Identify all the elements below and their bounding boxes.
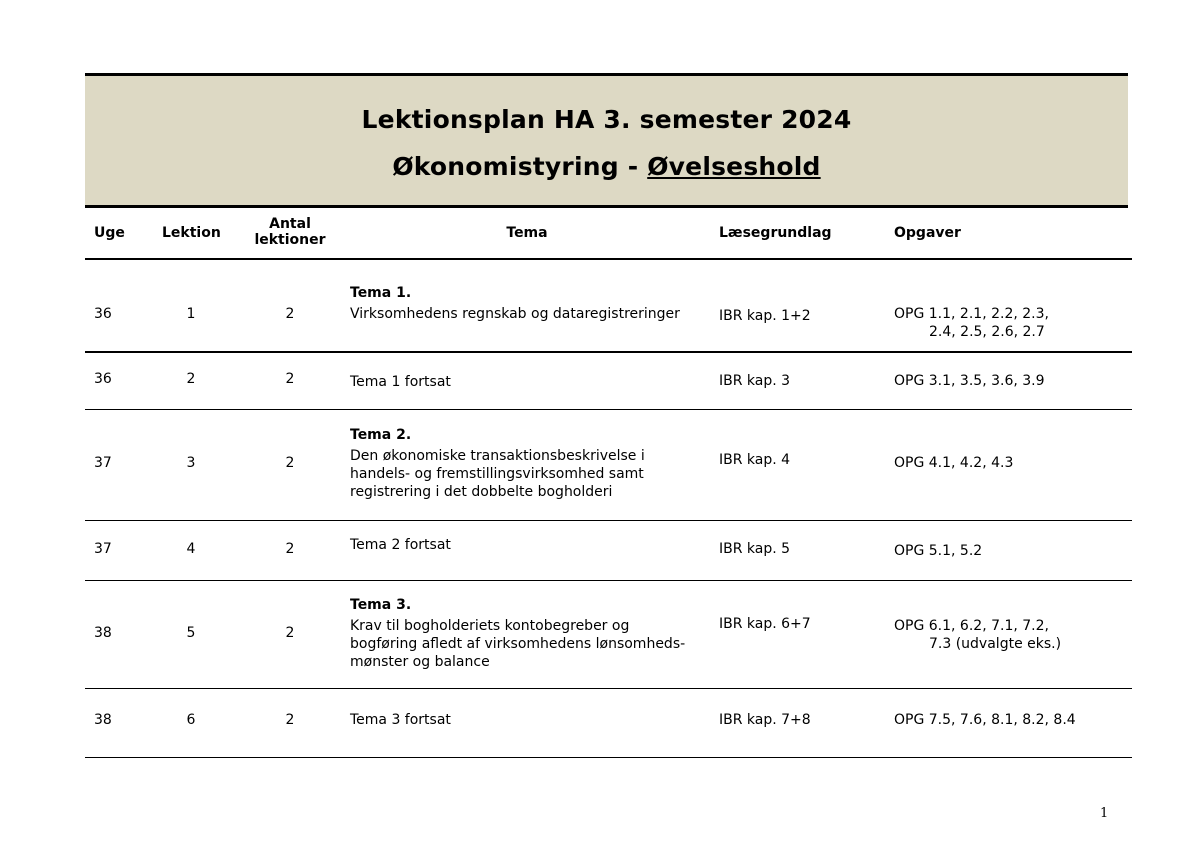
cell-uge: 38 — [94, 625, 112, 641]
cell-antal: 2 — [285, 712, 295, 728]
cell-tema-line: Tema 2 fortsat — [350, 537, 451, 553]
row-divider — [85, 688, 1132, 689]
cell-laesegrundlag: IBR kap. 4 — [719, 452, 791, 468]
row-divider — [85, 520, 1132, 521]
cell-tema-head: Tema 3. — [350, 597, 412, 613]
col-header-antal-line2: lektioner — [254, 232, 326, 248]
cell-opgaver-line: OPG 7.5, 7.6, 8.1, 8.2, 8.4 — [894, 712, 1076, 728]
col-header-laesegrundlag: Læsegrundlag — [719, 225, 832, 241]
cell-laesegrundlag: IBR kap. 5 — [719, 541, 791, 557]
cell-lektion: 3 — [186, 455, 196, 471]
cell-tema-line: Tema 1 fortsat — [350, 374, 451, 390]
cell-tema-line: handels- og fremstillingsvirksomhed samt — [350, 466, 644, 482]
table-bottom-border — [85, 757, 1132, 758]
cell-antal: 2 — [285, 455, 295, 471]
cell-tema-line: Krav til bogholderiets kontobegreber og — [350, 618, 630, 634]
cell-antal: 2 — [285, 371, 295, 387]
col-header-antal-line1: Antal — [269, 216, 311, 232]
col-header-uge: Uge — [94, 225, 125, 241]
cell-tema-head: Tema 1. — [350, 285, 412, 301]
cell-opgaver-line: 2.4, 2.5, 2.6, 2.7 — [929, 324, 1045, 340]
cell-tema-line: Virksomhedens regnskab og dataregistreringer — [350, 306, 680, 322]
cell-opgaver-line: OPG 3.1, 3.5, 3.6, 3.9 — [894, 373, 1045, 389]
cell-antal: 2 — [285, 306, 295, 322]
cell-tema-line: bogføring afledt af virksomhedens lønsomheds- — [350, 636, 686, 652]
header-band — [85, 73, 1128, 208]
cell-uge: 37 — [94, 455, 112, 471]
cell-uge: 37 — [94, 541, 112, 557]
cell-tema-line: Den økonomiske transaktionsbeskrivelse i — [350, 448, 645, 464]
cell-antal: 2 — [285, 625, 295, 641]
cell-lektion: 4 — [186, 541, 196, 557]
cell-lektion: 5 — [186, 625, 196, 641]
header-divider — [85, 258, 1132, 260]
cell-tema-line: Tema 3 fortsat — [350, 712, 451, 728]
cell-uge: 36 — [94, 306, 112, 322]
row-divider — [85, 580, 1132, 581]
cell-laesegrundlag: IBR kap. 6+7 — [719, 616, 811, 632]
cell-uge: 36 — [94, 371, 112, 387]
subtitle-prefix: Økonomistyring - — [392, 152, 648, 181]
col-header-lektion: Lektion — [162, 225, 221, 241]
cell-lektion: 2 — [186, 371, 196, 387]
cell-lektion: 1 — [186, 306, 196, 322]
cell-tema-line: mønster og balance — [350, 654, 490, 670]
cell-opgaver-line: OPG 4.1, 4.2, 4.3 — [894, 455, 1014, 471]
cell-laesegrundlag: IBR kap. 3 — [719, 373, 791, 389]
cell-laesegrundlag: IBR kap. 7+8 — [719, 712, 811, 728]
col-header-tema: Tema — [506, 225, 548, 241]
cell-opgaver-line: OPG 6.1, 6.2, 7.1, 7.2, — [894, 618, 1049, 634]
subtitle-underlined: Øvelseshold — [647, 152, 821, 181]
cell-tema-line: registrering i det dobbelte bogholderi — [350, 484, 613, 500]
cell-uge: 38 — [94, 712, 112, 728]
page-subtitle — [85, 152, 1128, 181]
page-number: 1 — [1100, 806, 1109, 821]
col-header-antal — [248, 216, 332, 248]
row-divider — [85, 409, 1132, 410]
row-divider — [85, 351, 1132, 353]
cell-antal: 2 — [285, 541, 295, 557]
page-title: Lektionsplan HA 3. semester 2024 — [361, 105, 852, 134]
col-header-opgaver: Opgaver — [894, 225, 961, 241]
cell-opgaver-line: OPG 1.1, 2.1, 2.2, 2.3, — [894, 306, 1049, 322]
cell-laesegrundlag: IBR kap. 1+2 — [719, 308, 811, 324]
cell-lektion: 6 — [186, 712, 196, 728]
cell-tema-head: Tema 2. — [350, 427, 412, 443]
cell-opgaver-line: 7.3 (udvalgte eks.) — [929, 636, 1062, 652]
cell-opgaver-line: OPG 5.1, 5.2 — [894, 543, 983, 559]
